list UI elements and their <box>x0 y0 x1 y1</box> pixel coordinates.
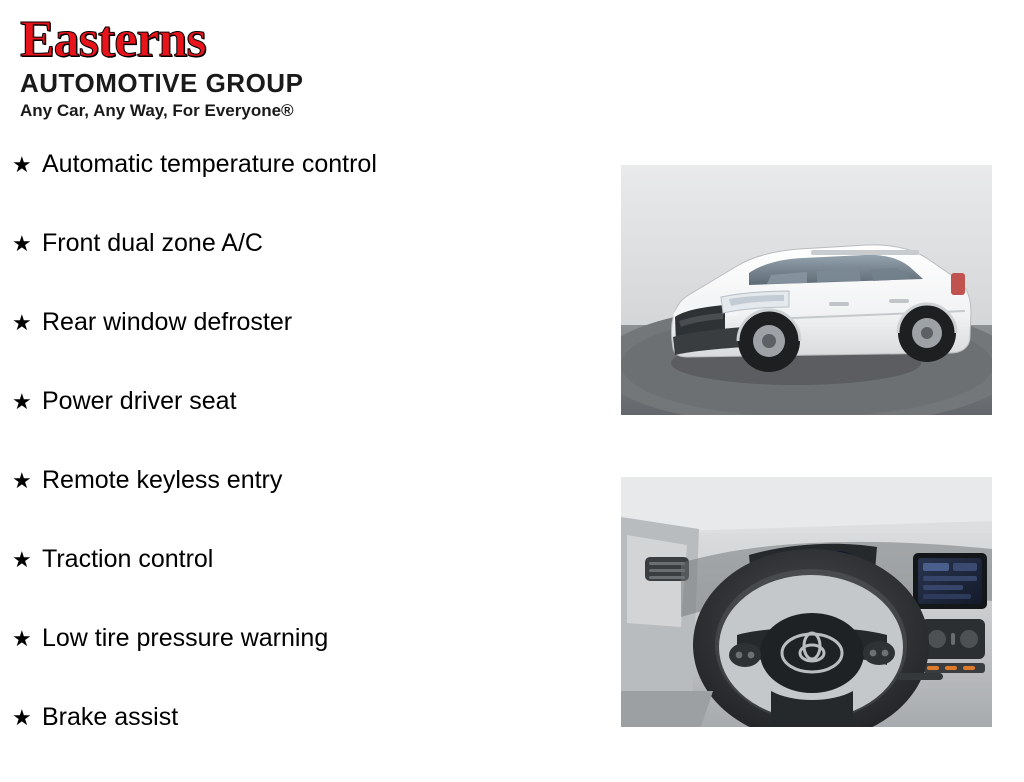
feature-label: Rear window defroster <box>42 308 293 336</box>
dealer-logo <box>20 11 360 121</box>
list-item <box>12 150 602 229</box>
list-item <box>12 308 602 387</box>
vehicle-exterior-photo <box>621 165 992 415</box>
feature-label: Traction control <box>42 545 214 573</box>
list-item <box>12 703 602 782</box>
star-bullet-icon: ★ <box>12 547 32 572</box>
feature-label: Remote keyless entry <box>42 466 283 494</box>
star-bullet-icon: ★ <box>12 626 32 651</box>
list-item <box>12 624 602 703</box>
vehicle-interior-photo <box>621 477 992 727</box>
list-item <box>12 545 602 624</box>
list-item <box>12 387 602 466</box>
star-bullet-icon: ★ <box>12 310 32 335</box>
feature-label: Front dual zone A/C <box>42 229 263 257</box>
feature-label: Power driver seat <box>42 387 237 415</box>
logo-wordmark: Easterns <box>20 11 206 68</box>
list-item <box>12 466 602 545</box>
logo-subtitle: AUTOMOTIVE GROUP <box>20 68 304 98</box>
vehicle-feature-list <box>12 150 602 782</box>
star-bullet-icon: ★ <box>12 468 32 493</box>
star-bullet-icon: ★ <box>12 389 32 414</box>
feature-label: Automatic temperature control <box>42 150 377 178</box>
logo-tagline: Any Car, Any Way, For Everyone® <box>20 101 294 120</box>
feature-label: Brake assist <box>42 703 179 731</box>
star-bullet-icon: ★ <box>12 705 32 730</box>
star-bullet-icon: ★ <box>12 231 32 256</box>
feature-label: Low tire pressure warning <box>42 624 329 652</box>
star-bullet-icon: ★ <box>12 152 32 177</box>
list-item <box>12 229 602 308</box>
